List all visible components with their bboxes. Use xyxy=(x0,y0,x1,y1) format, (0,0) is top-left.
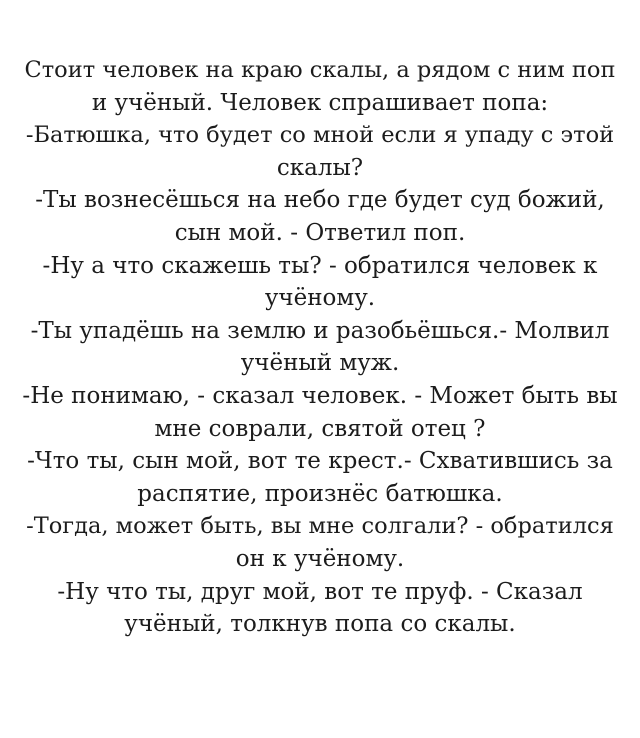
text-line: учёному. xyxy=(264,285,376,312)
joke-text xyxy=(20,54,620,641)
text-line: -Ну а что скажешь ты? - обратился человек к xyxy=(42,252,598,279)
text-line: он к учёному. xyxy=(235,545,405,572)
text-line: скалы? xyxy=(276,154,364,181)
text-line: Стоит человек на краю скалы, а рядом с ним поп xyxy=(24,57,616,83)
text-line: -Не понимаю, - сказал человек. - Может быть вы xyxy=(22,382,618,409)
text-line: -Ты упадёшь на землю и разобьёшься.- Молвил xyxy=(30,317,610,344)
text-line: распятие, произнёс батюшка. xyxy=(137,480,503,507)
text-line: -Батюшка, что будет со мной если я упаду с этой xyxy=(25,122,615,149)
text-line: -Ты вознесёшься на небо где будет суд божий, xyxy=(35,187,605,214)
text-line: мне соврали, святой отец ? xyxy=(154,415,486,442)
text-line: и учёный. Человек спрашивает попа: xyxy=(91,89,549,116)
text-line: учёный, толкнув попа со скалы. xyxy=(124,611,516,638)
text-line: -Тогда, может быть, вы мне солгали? - обратился xyxy=(26,513,614,540)
text-line: учёный муж. xyxy=(240,350,400,377)
text-line: -Ну что ты, друг мой, вот те пруф. - Сказал xyxy=(57,578,583,605)
text-line: сын мой. - Ответил поп. xyxy=(174,219,466,246)
text-line: -Что ты, сын мой, вот те крест.- Схватившись за xyxy=(27,448,613,475)
